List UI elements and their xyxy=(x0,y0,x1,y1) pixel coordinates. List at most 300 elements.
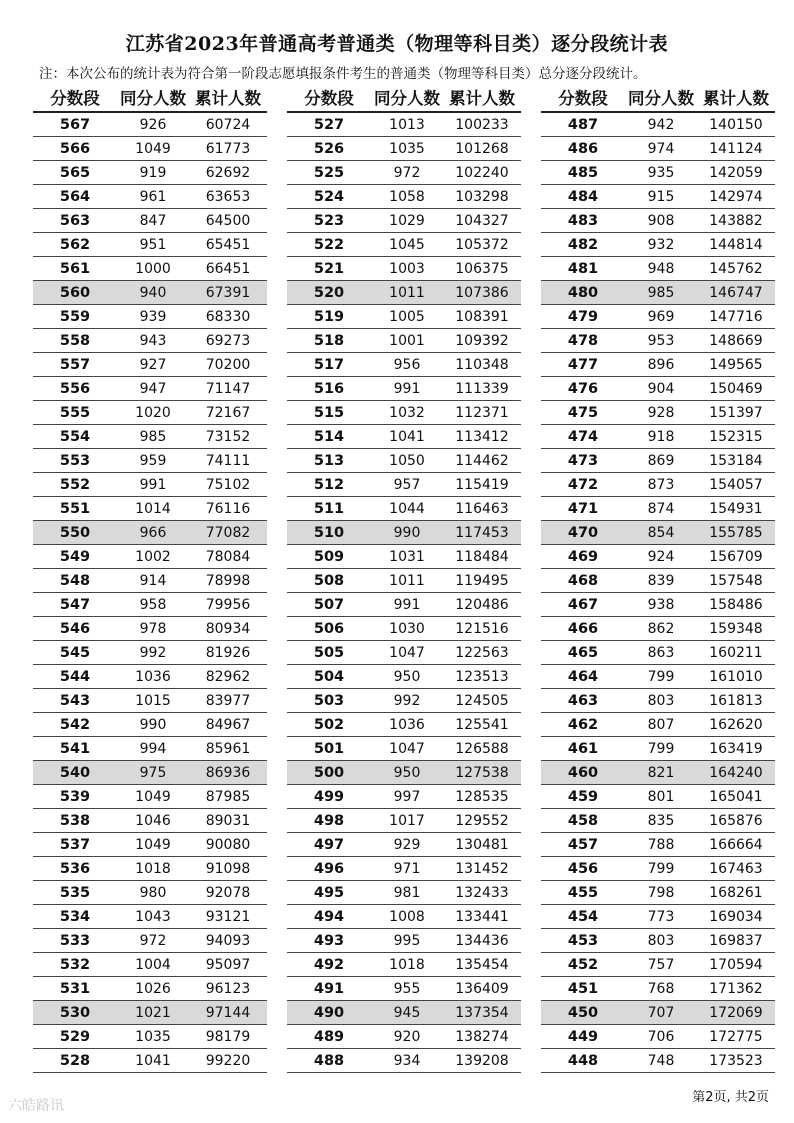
score-cell: 516 xyxy=(313,380,345,397)
cumulative-cell: 137354 xyxy=(455,1004,509,1021)
same-count-cell: 707 xyxy=(647,1004,675,1021)
cumulative-cell: 82962 xyxy=(205,668,251,685)
same-count-cell: 835 xyxy=(647,812,675,829)
cumulative-cell: 158486 xyxy=(709,596,763,613)
same-count-cell: 1035 xyxy=(389,140,425,157)
score-cell: 546 xyxy=(59,620,91,637)
same-count-cell: 924 xyxy=(647,548,675,565)
cumulative-cell: 81926 xyxy=(205,644,251,661)
table-row xyxy=(287,761,521,785)
table-row xyxy=(541,473,775,497)
table-row xyxy=(541,833,775,857)
cumulative-cell: 103298 xyxy=(455,188,509,205)
score-cell: 537 xyxy=(59,836,91,853)
cumulative-cell: 153184 xyxy=(709,452,763,469)
score-cell: 497 xyxy=(313,836,345,853)
table-row xyxy=(287,929,521,953)
score-cell: 512 xyxy=(313,476,345,493)
same-count-cell: 990 xyxy=(393,524,421,541)
table-row xyxy=(541,401,775,425)
table-row xyxy=(541,353,775,377)
cumulative-cell: 97144 xyxy=(205,1004,251,1021)
score-cell: 523 xyxy=(313,212,345,229)
same-count-cell: 972 xyxy=(393,164,421,181)
cumulative-cell: 86936 xyxy=(205,764,251,781)
table-row xyxy=(541,761,775,785)
score-cell: 517 xyxy=(313,356,345,373)
table-row xyxy=(287,185,521,209)
cumulative-cell: 62692 xyxy=(205,164,251,181)
same-count-cell: 1044 xyxy=(389,500,425,517)
cumulative-cell: 165041 xyxy=(709,788,763,805)
same-count-cell: 1041 xyxy=(135,1052,171,1069)
score-cell: 520 xyxy=(313,284,345,301)
score-cell: 528 xyxy=(59,1052,91,1069)
score-cell: 460 xyxy=(567,764,599,781)
table-row xyxy=(33,425,267,449)
same-count-cell: 1005 xyxy=(389,308,425,325)
same-count-cell: 929 xyxy=(393,836,421,853)
same-count-cell: 919 xyxy=(139,164,167,181)
same-count-cell: 1058 xyxy=(389,188,425,205)
cumulative-cell: 140150 xyxy=(709,116,763,133)
score-cell: 518 xyxy=(313,332,345,349)
score-cell: 515 xyxy=(313,404,345,421)
table-row xyxy=(287,857,521,881)
score-cell: 526 xyxy=(313,140,345,157)
table-row xyxy=(33,545,267,569)
score-cell: 458 xyxy=(567,812,599,829)
score-cell: 545 xyxy=(59,644,91,661)
cumulative-cell: 84967 xyxy=(205,716,251,733)
table-header xyxy=(33,84,267,110)
table-row xyxy=(33,833,267,857)
cumulative-cell: 76116 xyxy=(205,500,251,517)
same-count-cell: 981 xyxy=(393,884,421,901)
cumulative-cell: 127538 xyxy=(455,764,509,781)
cumulative-cell: 107386 xyxy=(455,284,509,301)
same-count-cell: 1018 xyxy=(389,956,425,973)
same-count-cell: 985 xyxy=(139,428,167,445)
table-row xyxy=(33,233,267,257)
cumulative-cell: 90080 xyxy=(205,836,251,853)
same-count-cell: 978 xyxy=(139,620,167,637)
table-row xyxy=(541,305,775,329)
table-row xyxy=(287,809,521,833)
cumulative-cell: 135454 xyxy=(455,956,509,973)
cumulative-cell: 93121 xyxy=(205,908,251,925)
cumulative-cell: 75102 xyxy=(205,476,251,493)
score-cell: 479 xyxy=(567,308,599,325)
table-row xyxy=(287,113,521,137)
cumulative-cell: 171362 xyxy=(709,980,763,997)
table-row xyxy=(33,689,267,713)
score-cell: 462 xyxy=(567,716,599,733)
score-cell: 550 xyxy=(59,524,91,541)
same-count-cell: 951 xyxy=(139,236,167,253)
table-row xyxy=(287,785,521,809)
same-count-cell: 807 xyxy=(647,716,675,733)
score-cell: 514 xyxy=(313,428,345,445)
score-cell: 502 xyxy=(313,716,345,733)
cumulative-cell: 166664 xyxy=(709,836,763,853)
cumulative-cell: 136409 xyxy=(455,980,509,997)
table-row xyxy=(33,137,267,161)
table-row xyxy=(287,425,521,449)
score-table-column-1 xyxy=(33,84,267,1073)
same-count-cell: 748 xyxy=(647,1052,675,1069)
score-cell: 496 xyxy=(313,860,345,877)
table-row xyxy=(541,977,775,1001)
cumulative-cell: 111339 xyxy=(455,380,509,397)
table-row xyxy=(287,545,521,569)
table-row xyxy=(541,137,775,161)
cumulative-cell: 169034 xyxy=(709,908,763,925)
same-count-cell: 1014 xyxy=(135,500,171,517)
cumulative-cell: 142974 xyxy=(709,188,763,205)
cumulative-cell: 78084 xyxy=(205,548,251,565)
same-count-cell: 966 xyxy=(139,524,167,541)
cumulative-cell: 79956 xyxy=(205,596,251,613)
score-cell: 532 xyxy=(59,956,91,973)
header-same-count: 同分人数 xyxy=(120,89,186,108)
cumulative-cell: 147716 xyxy=(709,308,763,325)
cumulative-cell: 164240 xyxy=(709,764,763,781)
cumulative-cell: 168261 xyxy=(709,884,763,901)
same-count-cell: 915 xyxy=(647,188,675,205)
table-row xyxy=(541,545,775,569)
same-count-cell: 992 xyxy=(139,644,167,661)
score-cell: 501 xyxy=(313,740,345,757)
score-cell: 482 xyxy=(567,236,599,253)
same-count-cell: 821 xyxy=(647,764,675,781)
table-row xyxy=(33,521,267,545)
cumulative-cell: 145762 xyxy=(709,260,763,277)
score-cell: 463 xyxy=(567,692,599,709)
same-count-cell: 874 xyxy=(647,500,675,517)
same-count-cell: 1035 xyxy=(135,1028,171,1045)
page-number: 第2页, 共2页 xyxy=(692,1090,769,1105)
same-count-cell: 992 xyxy=(393,692,421,709)
same-count-cell: 991 xyxy=(139,476,167,493)
table-row xyxy=(287,281,521,305)
cumulative-cell: 65451 xyxy=(205,236,251,253)
table-row xyxy=(541,113,775,137)
table-row xyxy=(541,593,775,617)
score-cell: 510 xyxy=(313,524,345,541)
cumulative-cell: 138274 xyxy=(455,1028,509,1045)
score-table-column-2 xyxy=(287,84,521,1073)
same-count-cell: 803 xyxy=(647,932,675,949)
table-row xyxy=(287,977,521,1001)
same-count-cell: 974 xyxy=(647,140,675,157)
score-cell: 480 xyxy=(567,284,599,301)
cumulative-cell: 155785 xyxy=(709,524,763,541)
score-cell: 449 xyxy=(567,1028,599,1045)
score-cell: 490 xyxy=(313,1004,345,1021)
same-count-cell: 1021 xyxy=(135,1004,171,1021)
cumulative-cell: 154931 xyxy=(709,500,763,517)
score-cell: 552 xyxy=(59,476,91,493)
same-count-cell: 928 xyxy=(647,404,675,421)
table-row xyxy=(33,305,267,329)
same-count-cell: 947 xyxy=(139,380,167,397)
table-row xyxy=(541,521,775,545)
cumulative-cell: 95097 xyxy=(205,956,251,973)
table-row xyxy=(33,665,267,689)
same-count-cell: 943 xyxy=(139,332,167,349)
table-row xyxy=(287,305,521,329)
same-count-cell: 1036 xyxy=(389,716,425,733)
table-row xyxy=(33,497,267,521)
score-cell: 471 xyxy=(567,500,599,517)
table-row xyxy=(33,161,267,185)
table-row xyxy=(541,953,775,977)
table-row xyxy=(287,497,521,521)
score-cell: 564 xyxy=(59,188,91,205)
table-row xyxy=(33,257,267,281)
score-cell: 565 xyxy=(59,164,91,181)
score-cell: 503 xyxy=(313,692,345,709)
header-same-count: 同分人数 xyxy=(374,89,440,108)
score-cell: 492 xyxy=(313,956,345,973)
same-count-cell: 991 xyxy=(393,380,421,397)
score-cell: 562 xyxy=(59,236,91,253)
cumulative-cell: 151397 xyxy=(709,404,763,421)
score-cell: 538 xyxy=(59,812,91,829)
cumulative-cell: 69273 xyxy=(205,332,251,349)
score-cell: 450 xyxy=(567,1004,599,1021)
same-count-cell: 950 xyxy=(393,764,421,781)
same-count-cell: 1001 xyxy=(389,332,425,349)
table-row xyxy=(541,1049,775,1073)
table-header xyxy=(287,84,521,110)
table-row xyxy=(33,737,267,761)
table-row xyxy=(287,833,521,857)
cumulative-cell: 124505 xyxy=(455,692,509,709)
score-cell: 483 xyxy=(567,212,599,229)
table-row xyxy=(33,281,267,305)
score-cell: 489 xyxy=(313,1028,345,1045)
cumulative-cell: 165876 xyxy=(709,812,763,829)
table-rows xyxy=(287,111,521,1073)
cumulative-cell: 80934 xyxy=(205,620,251,637)
table-row xyxy=(33,857,267,881)
score-cell: 494 xyxy=(313,908,345,925)
same-count-cell: 1003 xyxy=(389,260,425,277)
cumulative-cell: 73152 xyxy=(205,428,251,445)
score-cell: 531 xyxy=(59,980,91,997)
table-row xyxy=(541,281,775,305)
header-score: 分数段 xyxy=(50,89,100,108)
cumulative-cell: 156709 xyxy=(709,548,763,565)
score-cell: 461 xyxy=(567,740,599,757)
table-row xyxy=(541,737,775,761)
same-count-cell: 1026 xyxy=(135,980,171,997)
cumulative-cell: 119495 xyxy=(455,572,509,589)
table-row xyxy=(33,377,267,401)
table-row xyxy=(287,713,521,737)
same-count-cell: 934 xyxy=(393,1052,421,1069)
table-row xyxy=(287,209,521,233)
table-row xyxy=(541,497,775,521)
score-cell: 551 xyxy=(59,500,91,517)
header-score: 分数段 xyxy=(304,89,354,108)
score-cell: 472 xyxy=(567,476,599,493)
table-row xyxy=(33,881,267,905)
table-row xyxy=(541,905,775,929)
score-cell: 454 xyxy=(567,908,599,925)
same-count-cell: 869 xyxy=(647,452,675,469)
table-row xyxy=(33,593,267,617)
same-count-cell: 969 xyxy=(647,308,675,325)
table-row xyxy=(541,665,775,689)
cumulative-cell: 66451 xyxy=(205,260,251,277)
score-cell: 467 xyxy=(567,596,599,613)
same-count-cell: 938 xyxy=(647,596,675,613)
score-cell: 567 xyxy=(59,116,91,133)
score-cell: 533 xyxy=(59,932,91,949)
table-row xyxy=(541,209,775,233)
same-count-cell: 997 xyxy=(393,788,421,805)
table-row xyxy=(287,473,521,497)
cumulative-cell: 104327 xyxy=(455,212,509,229)
cumulative-cell: 116463 xyxy=(455,500,509,517)
table-row xyxy=(33,1025,267,1049)
table-row xyxy=(33,953,267,977)
table-row xyxy=(33,209,267,233)
table-header xyxy=(541,84,775,110)
score-cell: 521 xyxy=(313,260,345,277)
cumulative-cell: 61773 xyxy=(205,140,251,157)
score-cell: 451 xyxy=(567,980,599,997)
cumulative-cell: 70200 xyxy=(205,356,251,373)
same-count-cell: 798 xyxy=(647,884,675,901)
cumulative-cell: 159348 xyxy=(709,620,763,637)
same-count-cell: 1011 xyxy=(389,572,425,589)
cumulative-cell: 74111 xyxy=(205,452,251,469)
same-count-cell: 920 xyxy=(393,1028,421,1045)
table-row xyxy=(287,617,521,641)
same-count-cell: 1013 xyxy=(389,116,425,133)
table-row xyxy=(33,185,267,209)
cumulative-cell: 120486 xyxy=(455,596,509,613)
score-cell: 473 xyxy=(567,452,599,469)
same-count-cell: 995 xyxy=(393,932,421,949)
same-count-cell: 1000 xyxy=(135,260,171,277)
same-count-cell: 1031 xyxy=(389,548,425,565)
same-count-cell: 942 xyxy=(647,116,675,133)
table-row xyxy=(33,329,267,353)
same-count-cell: 863 xyxy=(647,644,675,661)
table-row xyxy=(287,161,521,185)
score-cell: 541 xyxy=(59,740,91,757)
same-count-cell: 914 xyxy=(139,572,167,589)
score-cell: 485 xyxy=(567,164,599,181)
same-count-cell: 1017 xyxy=(389,812,425,829)
same-count-cell: 939 xyxy=(139,308,167,325)
same-count-cell: 1002 xyxy=(135,548,171,565)
score-cell: 498 xyxy=(313,812,345,829)
same-count-cell: 862 xyxy=(647,620,675,637)
same-count-cell: 957 xyxy=(393,476,421,493)
cumulative-cell: 172775 xyxy=(709,1028,763,1045)
same-count-cell: 1036 xyxy=(135,668,171,685)
table-row xyxy=(287,401,521,425)
table-row xyxy=(33,617,267,641)
score-cell: 500 xyxy=(313,764,345,781)
cumulative-cell: 170594 xyxy=(709,956,763,973)
score-cell: 509 xyxy=(313,548,345,565)
cumulative-cell: 128535 xyxy=(455,788,509,805)
cumulative-cell: 71147 xyxy=(205,380,251,397)
score-cell: 464 xyxy=(567,668,599,685)
table-row xyxy=(33,569,267,593)
table-row xyxy=(287,137,521,161)
table-row xyxy=(541,929,775,953)
same-count-cell: 1045 xyxy=(389,236,425,253)
score-cell: 542 xyxy=(59,716,91,733)
cumulative-cell: 109392 xyxy=(455,332,509,349)
cumulative-cell: 87985 xyxy=(205,788,251,805)
same-count-cell: 788 xyxy=(647,836,675,853)
score-cell: 553 xyxy=(59,452,91,469)
cumulative-cell: 141124 xyxy=(709,140,763,157)
score-cell: 493 xyxy=(313,932,345,949)
header-cumulative: 累计人数 xyxy=(195,89,261,108)
cumulative-cell: 134436 xyxy=(455,932,509,949)
cumulative-cell: 133441 xyxy=(455,908,509,925)
cumulative-cell: 63653 xyxy=(205,188,251,205)
table-rows xyxy=(541,111,775,1073)
same-count-cell: 955 xyxy=(393,980,421,997)
score-cell: 481 xyxy=(567,260,599,277)
same-count-cell: 768 xyxy=(647,980,675,997)
score-cell: 554 xyxy=(59,428,91,445)
same-count-cell: 958 xyxy=(139,596,167,613)
table-row xyxy=(541,641,775,665)
cumulative-cell: 60724 xyxy=(205,116,251,133)
score-cell: 534 xyxy=(59,908,91,925)
score-cell: 475 xyxy=(567,404,599,421)
same-count-cell: 994 xyxy=(139,740,167,757)
cumulative-cell: 132433 xyxy=(455,884,509,901)
cumulative-cell: 173523 xyxy=(709,1052,763,1069)
same-count-cell: 839 xyxy=(647,572,675,589)
score-cell: 488 xyxy=(313,1052,345,1069)
cumulative-cell: 112371 xyxy=(455,404,509,421)
score-cell: 566 xyxy=(59,140,91,157)
same-count-cell: 1046 xyxy=(135,812,171,829)
cumulative-cell: 160211 xyxy=(709,644,763,661)
cumulative-cell: 106375 xyxy=(455,260,509,277)
score-cell: 465 xyxy=(567,644,599,661)
cumulative-cell: 143882 xyxy=(709,212,763,229)
table-row xyxy=(287,233,521,257)
same-count-cell: 1049 xyxy=(135,836,171,853)
cumulative-cell: 113412 xyxy=(455,428,509,445)
cumulative-cell: 142059 xyxy=(709,164,763,181)
table-row xyxy=(287,353,521,377)
cumulative-cell: 108391 xyxy=(455,308,509,325)
score-cell: 469 xyxy=(567,548,599,565)
table-row xyxy=(287,665,521,689)
score-cell: 530 xyxy=(59,1004,91,1021)
score-cell: 476 xyxy=(567,380,599,397)
table-row xyxy=(33,977,267,1001)
table-row xyxy=(33,929,267,953)
table-row xyxy=(541,425,775,449)
